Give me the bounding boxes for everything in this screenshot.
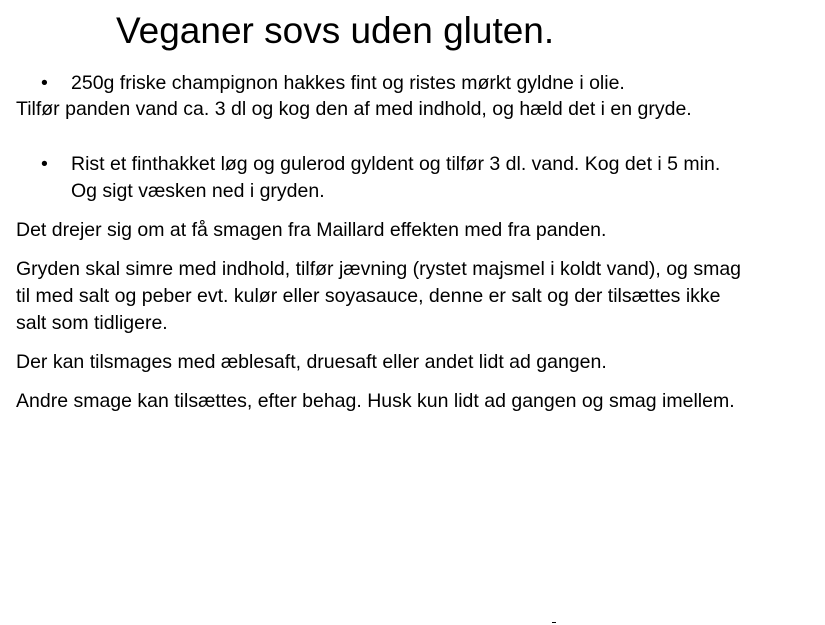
paragraph-line: til med salt og peber evt. kulør eller soyasauce, denne er salt og der tilsættes ikke	[16, 285, 721, 307]
paragraph-tilfoer: Tilfør panden vand ca. 3 dl og kog den af med indhold, og hæld det i en gryde.	[16, 98, 692, 120]
paragraph-aeblesaft: Der kan tilsmages med æblesaft, druesaft eller andet lidt ad gangen.	[16, 351, 607, 373]
paragraph-gryden	[16, 256, 821, 337]
paragraph-line: Gryden skal simre med indhold, tilfør jævning (rystet majsmel i koldt vand), og smag	[16, 258, 742, 280]
document-title: Veganer sovs uden gluten.	[116, 10, 555, 51]
bullet-icon: •	[41, 72, 48, 94]
bullet-icon: •	[41, 153, 48, 175]
bullet-text-line: Og sigt væsken ned i gryden.	[71, 180, 325, 202]
bullet-text	[71, 151, 816, 205]
bullet-text: 250g friske champignon hakkes fint og ristes mørkt gyldne i olie.	[71, 72, 625, 94]
paragraph-maillard: Det drejer sig om at få smagen fra Maillard effekten med fra panden.	[16, 219, 607, 241]
page-mark	[552, 622, 556, 623]
paragraph-andre-smage: Andre smage kan tilsættes, efter behag. Husk kun lidt ad gangen og smag imellem.	[16, 390, 735, 412]
bullet-text-line: Rist et finthakket løg og gulerod gyldent og tilfør 3 dl. vand. Kog det i 5 min.	[71, 153, 721, 175]
paragraph-line: salt som tidligere.	[16, 312, 168, 334]
